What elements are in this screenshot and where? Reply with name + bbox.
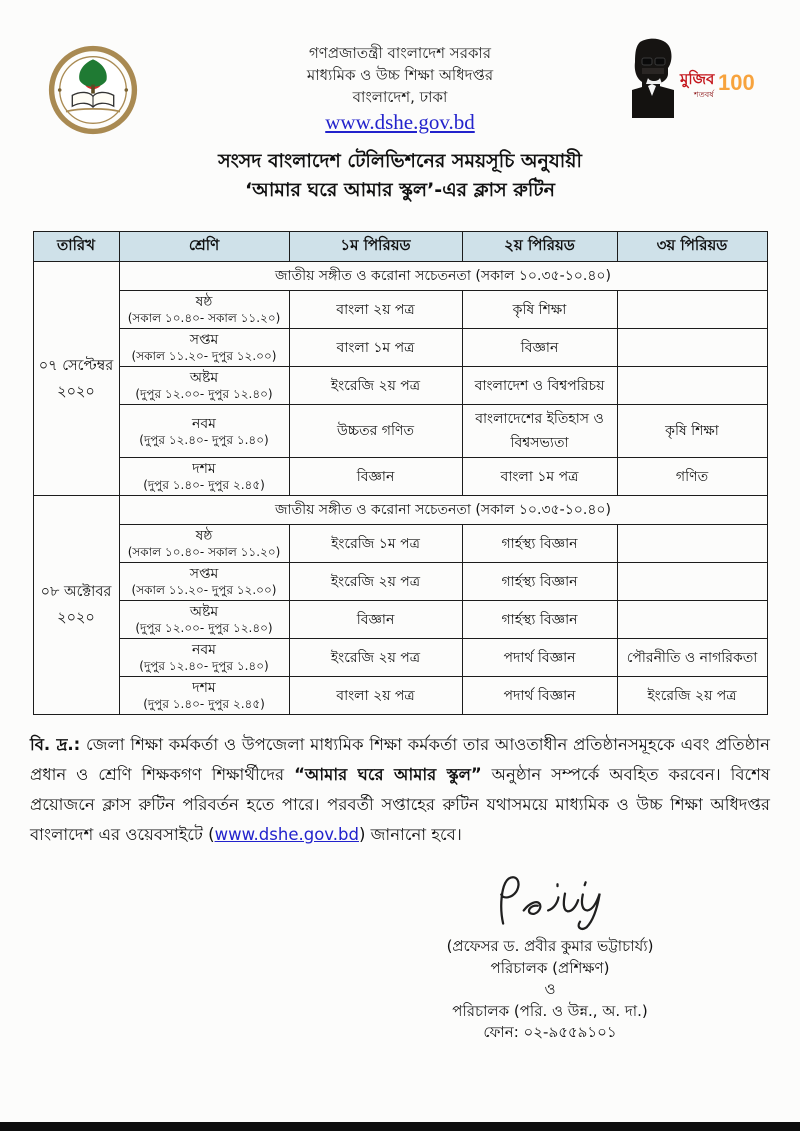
dshe-website-link[interactable]: www.dshe.gov.bd (325, 110, 475, 134)
class-cell (119, 329, 289, 367)
class-cell (119, 639, 289, 677)
period2-subject: বিজ্ঞান (462, 329, 617, 367)
table-row (33, 458, 767, 496)
table-row (33, 262, 767, 291)
table-row (33, 601, 767, 639)
period1-subject: ইংরেজি ২য় পত্র (289, 563, 462, 601)
class-cell (119, 405, 289, 458)
period3-subject (617, 367, 767, 405)
period2-subject: বাংলাদেশের ইতিহাস ও বিশ্বসভ্যতা (462, 405, 617, 458)
note-part2: অনুষ্ঠান সম্পর্কে অবহিত করবেন। বিশেষ প্রয়োজনে ক্লাস রুটিন পরিবর্তন হতে পারে। পরবর্তী সপ্তাহের রুটিন যথাসময়ে মাধ্যমিক ও উচ্চ শিক্ষা অধিদপ্তর বাংলাদেশ এর ওয়েবসাইটে ( (30, 765, 771, 844)
class-cell (119, 677, 289, 715)
period3-subject (617, 329, 767, 367)
class-routine-table (33, 231, 768, 715)
document-title (0, 147, 800, 205)
period1-subject: বাংলা ২য় পত্র (289, 677, 462, 715)
title-line-2: ‘আমার ঘরে আমার স্কুল’-এর ক্লাস রুটিন (245, 179, 555, 201)
org-line-1: গণপ্রজাতন্ত্রী বাংলাদেশ সরকার (308, 44, 492, 62)
class-cell (119, 601, 289, 639)
period3-subject (617, 525, 767, 563)
period3-subject: ইংরেজি ২য় পত্র (617, 677, 767, 715)
period2-subject: গার্হস্থ্য বিজ্ঞান (462, 601, 617, 639)
class-cell (119, 525, 289, 563)
class-time: (দুপুর ১২.০০- দুপুর ১২.৪০) (135, 387, 273, 401)
class-cell (119, 367, 289, 405)
class-name: দশম (192, 461, 216, 477)
footer-note (30, 730, 770, 850)
period2-subject: পদার্থ বিজ্ঞান (462, 639, 617, 677)
period2-subject: গার্হস্থ্য বিজ্ঞান (462, 563, 617, 601)
period3-subject: কৃষি শিক্ষা (617, 405, 767, 458)
signature-scribble-icon (475, 868, 625, 936)
table-row (33, 405, 767, 458)
class-time: (সকাল ১০.৪০- সকাল ১১.২০) (127, 545, 281, 559)
anthem-row-1: জাতীয় সঙ্গীত ও করোনা সচেতনতা (সকাল ১০.৩৫-১০.৪০) (119, 262, 767, 291)
table-row (33, 677, 767, 715)
period3-subject: পৌরনীতি ও নাগরিকতা (617, 639, 767, 677)
signatory-phone: ফোন: ০২-৯৫৫৯১০১ (483, 1023, 617, 1041)
class-time: (দুপুর ১২.০০- দুপুর ১২.৪০) (135, 621, 273, 635)
table-row (33, 367, 767, 405)
title-line-1: সংসদ বাংলাদেশ টেলিভিশনের সময়সূচি অনুযায়ী (218, 150, 582, 172)
org-line-3: বাংলাদেশ, ঢাকা (352, 88, 448, 106)
note-program-name: “আমার ঘরে আমার স্কুল” (294, 765, 482, 784)
col-header-date: তারিখ (33, 232, 119, 262)
signatory-title-2: পরিচালক (পরি. ও উন্ন., অ. দা.) (452, 1001, 648, 1020)
col-header-period3: ৩য় পিরিয়ড (617, 232, 767, 262)
period3-subject: গণিত (617, 458, 767, 496)
class-name: নবম (192, 642, 216, 658)
class-time: (সকাল ১১.২০- দুপুর ১২.০০) (131, 583, 277, 597)
note-website-link[interactable]: www.dshe.gov.bd (214, 825, 359, 844)
class-time: (দুপুর ১২.৪০- দুপুর ১.৪০) (139, 432, 269, 447)
period2-subject: গার্হস্থ্য বিজ্ঞান (462, 525, 617, 563)
class-name: দশম (192, 680, 216, 696)
mujib-portrait-icon (622, 34, 682, 120)
note-part3: ) জানানো হবে। (358, 825, 462, 844)
date-cell-1: ০৭ সেপ্টেম্বর ২০২০ (33, 262, 119, 496)
period1-subject: বিজ্ঞান (289, 458, 462, 496)
signature-block (370, 868, 730, 1044)
period3-subject (617, 291, 767, 329)
mujib-logo-100: 100 (718, 70, 755, 95)
table-row (33, 563, 767, 601)
class-time: (দুপুর ১.৪০- দুপুর ২.৪৫) (143, 697, 265, 711)
class-time: (সকাল ১১.২০- দুপুর ১২.০০) (131, 349, 277, 363)
period1-subject: উচ্চতর গণিত (289, 405, 462, 458)
signatory-name: (প্রফেসর ড. প্রবীর কুমার ভট্টাচার্য্য) (446, 937, 654, 955)
period1-subject: ইংরেজি ১ম পত্র (289, 525, 462, 563)
period3-subject (617, 601, 767, 639)
table-header-row (33, 232, 767, 262)
period1-subject: বিজ্ঞান (289, 601, 462, 639)
anthem-row-2: জাতীয় সঙ্গীত ও করোনা সচেতনতা (সকাল ১০.৩৫-১০.৪০) (119, 496, 767, 525)
class-cell (119, 563, 289, 601)
table-row (33, 639, 767, 677)
mujib-logo-word: মুজিব (680, 70, 715, 88)
class-cell (119, 458, 289, 496)
dshe-emblem-icon (48, 45, 138, 135)
class-time: (দুপুর ১.৪০- দুপুর ২.৪৫) (143, 478, 265, 492)
period1-subject: ইংরেজি ২য় পত্র (289, 367, 462, 405)
class-name: ষষ্ঠ (195, 294, 213, 310)
class-name: সপ্তম (189, 566, 219, 582)
dshe-emblem-logo (48, 45, 138, 135)
col-header-period2: ২য় পিরিয়ড (462, 232, 617, 262)
table-row (33, 291, 767, 329)
mujib-logo-subword: শতবর্ষ (694, 90, 714, 99)
table-row (33, 496, 767, 525)
class-name: সপ্তম (189, 332, 219, 348)
class-time: (দুপুর ১২.৪০- দুপুর ১.৪০) (139, 659, 269, 673)
period2-subject: বাংলাদেশ ও বিশ্বপরিচয় (462, 367, 617, 405)
note-label: বি. দ্র.: (30, 735, 81, 754)
class-name: অষ্টম (189, 370, 219, 386)
class-time: (সকাল ১০.৪০- সকাল ১১.২০) (127, 311, 281, 325)
class-name: ষষ্ঠ (195, 528, 213, 544)
period2-subject: বাংলা ১ম পত্র (462, 458, 617, 496)
date-cell-2: ০৮ অক্টোবর ২০২০ (33, 496, 119, 715)
period1-subject: বাংলা ২য় পত্র (289, 291, 462, 329)
class-name: অষ্টম (189, 604, 219, 620)
class-cell (119, 291, 289, 329)
org-line-2: মাধ্যমিক ও উচ্চ শিক্ষা অধিদপ্তর (306, 66, 494, 84)
col-header-period1: ১ম পিরিয়ড (289, 232, 462, 262)
table-row (33, 525, 767, 563)
signatory-conjunction: ও (544, 980, 556, 998)
note-part1: জেলা শিক্ষা কর্মকর্তা ও উপজেলা মাধ্যমিক শিক্ষা কর্মকর্তা তার আওতাধীন প্রতিষ্ঠানসমূহকে এবং প্রতিষ্ঠান প্রধান ও শ্রেণি শিক্ষকগণ শিক্ষার্থীদের (30, 735, 770, 784)
col-header-class: শ্রেণি (119, 232, 289, 262)
period2-subject: কৃষি শিক্ষা (462, 291, 617, 329)
period1-subject: বাংলা ১ম পত্র (289, 329, 462, 367)
signatory-title-1: পরিচালক (প্রশিক্ষণ) (490, 958, 610, 977)
mujib-100-logo (622, 34, 772, 120)
period3-subject (617, 563, 767, 601)
period1-subject: ইংরেজি ২য় পত্র (289, 639, 462, 677)
class-name: নবম (192, 415, 216, 432)
bottom-scan-bar (0, 1122, 800, 1131)
table-row (33, 329, 767, 367)
period2-subject: পদার্থ বিজ্ঞান (462, 677, 617, 715)
document-header (0, 0, 800, 145)
